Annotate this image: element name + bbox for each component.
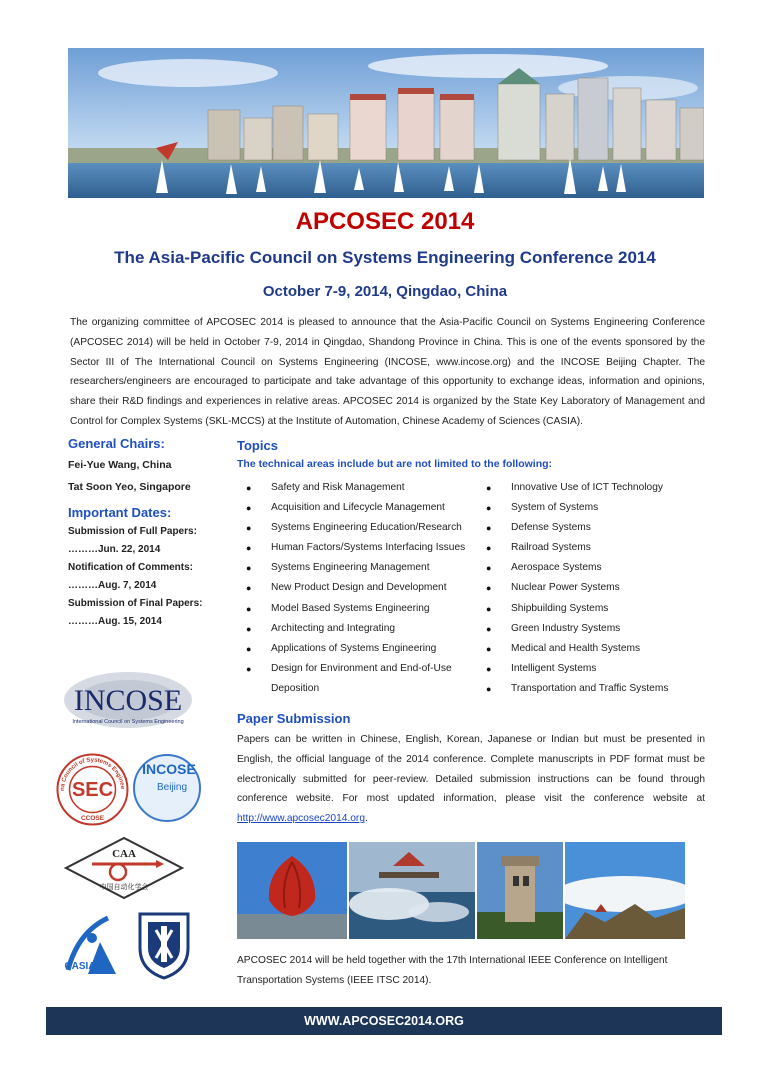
university-crest-logo (134, 908, 194, 980)
topic-item: ● Acquisition and Lifecycle Management (246, 498, 481, 518)
casia-logo-text: CASIA (64, 961, 96, 972)
date-value: ………Jun. 22, 2014 (68, 544, 161, 555)
itsc-note: APCOSEC 2014 will be held together with the 17th International IEEE Conference on Intelligent Transportation Systems (IEEE ITSC 2014). (237, 955, 668, 986)
topic-item: ● Design for Environment and End-of-Use Deposition (246, 659, 466, 699)
topic-item: ● System of Systems (486, 498, 706, 518)
chair-name: Tat Soon Yeo, Singapore (68, 481, 191, 493)
paper-submission-body (237, 730, 705, 829)
topic-item: ● Applications of Systems Engineering (246, 639, 481, 659)
topic-item: ● New Product Design and Development (246, 578, 481, 598)
caa-logo (64, 836, 184, 900)
paper-submission-text: Papers can be written in Chinese, English, Korean, Japanese or Indian but must be presented in English, the official language of the 2014 conference. Complete manuscripts in PDF format must be electronically submitted for peer-review. Detailed submission instructions can be found through conference website. For most updated information, please visit the conference website at (237, 734, 705, 805)
date-value: ………Aug. 15, 2014 (68, 616, 162, 627)
topic-item: ● Medical and Health Systems (486, 639, 706, 659)
topics-list-left (246, 478, 481, 699)
banner-image (68, 48, 704, 198)
topics-intro: The technical areas include but are not limited to the following: (237, 458, 553, 470)
topics-heading: Topics (237, 438, 278, 453)
topic-item: ● Human Factors/Systems Interfacing Issues (246, 538, 481, 558)
ccose-logo-text: CCOSE (80, 815, 105, 822)
left-column (68, 436, 228, 630)
important-dates-heading: Important Dates: (68, 505, 172, 520)
topic-item: ● Intelligent Systems (486, 659, 706, 679)
topic-item: ● Systems Engineering Education/Research (246, 518, 481, 538)
topic-item: ● Railroad Systems (486, 538, 706, 558)
incose-logo-text: INCOSE (73, 684, 183, 717)
topic-item: ● Defense Systems (486, 518, 706, 538)
general-chairs-heading: General Chairs: (68, 436, 165, 451)
date-label: Notification of Comments: (68, 562, 193, 573)
paper-submission-heading: Paper Submission (237, 711, 351, 726)
topic-item: ● Shipbuilding Systems (486, 599, 706, 619)
conference-subtitle: The Asia-Pacific Council on Systems Engineering Conference 2014 (114, 248, 656, 267)
date-label: Submission of Final Papers: (68, 598, 203, 609)
incose-logo-subtext: International Council on Systems Engineering (72, 719, 184, 725)
topic-item: ● Innovative Use of ICT Technology (486, 478, 706, 498)
incose-beijing-text: INCOSE (142, 761, 196, 777)
photo-laoshan-mountain (565, 842, 685, 939)
intro-paragraph: The organizing committee of APCOSEC 2014 is pleased to announce that the Asia-Pacific Council on Systems Engineering Conference (APCOSEC 2014) will be held in October 7-9, 2014 in Qingdao, Shandong Province in China. This is one of the events sponsored by the Sector III of The International Council on Systems Engineering (INCOSE, www.incose.org) and the INCOSE Beijing Chapter. The researchers/engineers are encouraged to participate and take advantage of this opportunity to exchange ideas, information and opinions, share their R&D findings and experiences in relative areas. APCOSEC 2014 is organized by the State Key Laboratory of Management and Control for Complex Systems (SKL-MCCS) at the Institute of Automation, Chinese Academy of Sciences (CASIA). (70, 317, 705, 427)
link-suffix: . (365, 813, 368, 825)
chair-name: Fei-Yue Wang, China (68, 459, 172, 471)
photo-pier-waves (349, 842, 475, 939)
footer-url[interactable]: WWW.APCOSEC2014.ORG (304, 1014, 464, 1028)
photo-may-fourth-square (237, 842, 347, 939)
topics-list-right (486, 478, 706, 699)
topic-item: ● Model Based Systems Engineering (246, 599, 481, 619)
incose-logo (58, 668, 198, 732)
topic-item: ● Aerospace Systems (486, 558, 706, 578)
conference-date-location: October 7-9, 2014, Qingdao, China (262, 283, 508, 300)
date-label: Submission of Full Papers: (68, 526, 197, 537)
conference-website-link[interactable]: http://www.apcosec2014.org (237, 813, 365, 825)
svg-text:SEC: SEC (71, 779, 114, 801)
ccose-logo (55, 752, 130, 827)
footer-bar (46, 1007, 722, 1035)
conference-title: APCOSEC 2014 (295, 208, 475, 235)
date-value: ………Aug. 7, 2014 (68, 580, 157, 591)
photo-castle-tower (477, 842, 563, 939)
ccose-ring-text: na Council of Systems Enginee (59, 757, 126, 792)
caa-logo-chinese: 中国自动化学会 (99, 883, 149, 891)
topic-item: ● Green Industry Systems (486, 619, 706, 639)
topic-item: ● Transportation and Traffic Systems (486, 679, 706, 699)
incose-beijing-logo (132, 752, 202, 824)
incose-beijing-subtext: Beijing (156, 782, 188, 793)
caa-logo-text: CAA (112, 848, 136, 860)
casia-logo (58, 912, 126, 980)
topic-item: ● Nuclear Power Systems (486, 578, 706, 598)
topic-item: ● Safety and Risk Management (246, 478, 481, 498)
photo-strip (237, 842, 685, 939)
topic-item: ● Architecting and Integrating (246, 619, 481, 639)
topic-item: ● Systems Engineering Management (246, 558, 481, 578)
